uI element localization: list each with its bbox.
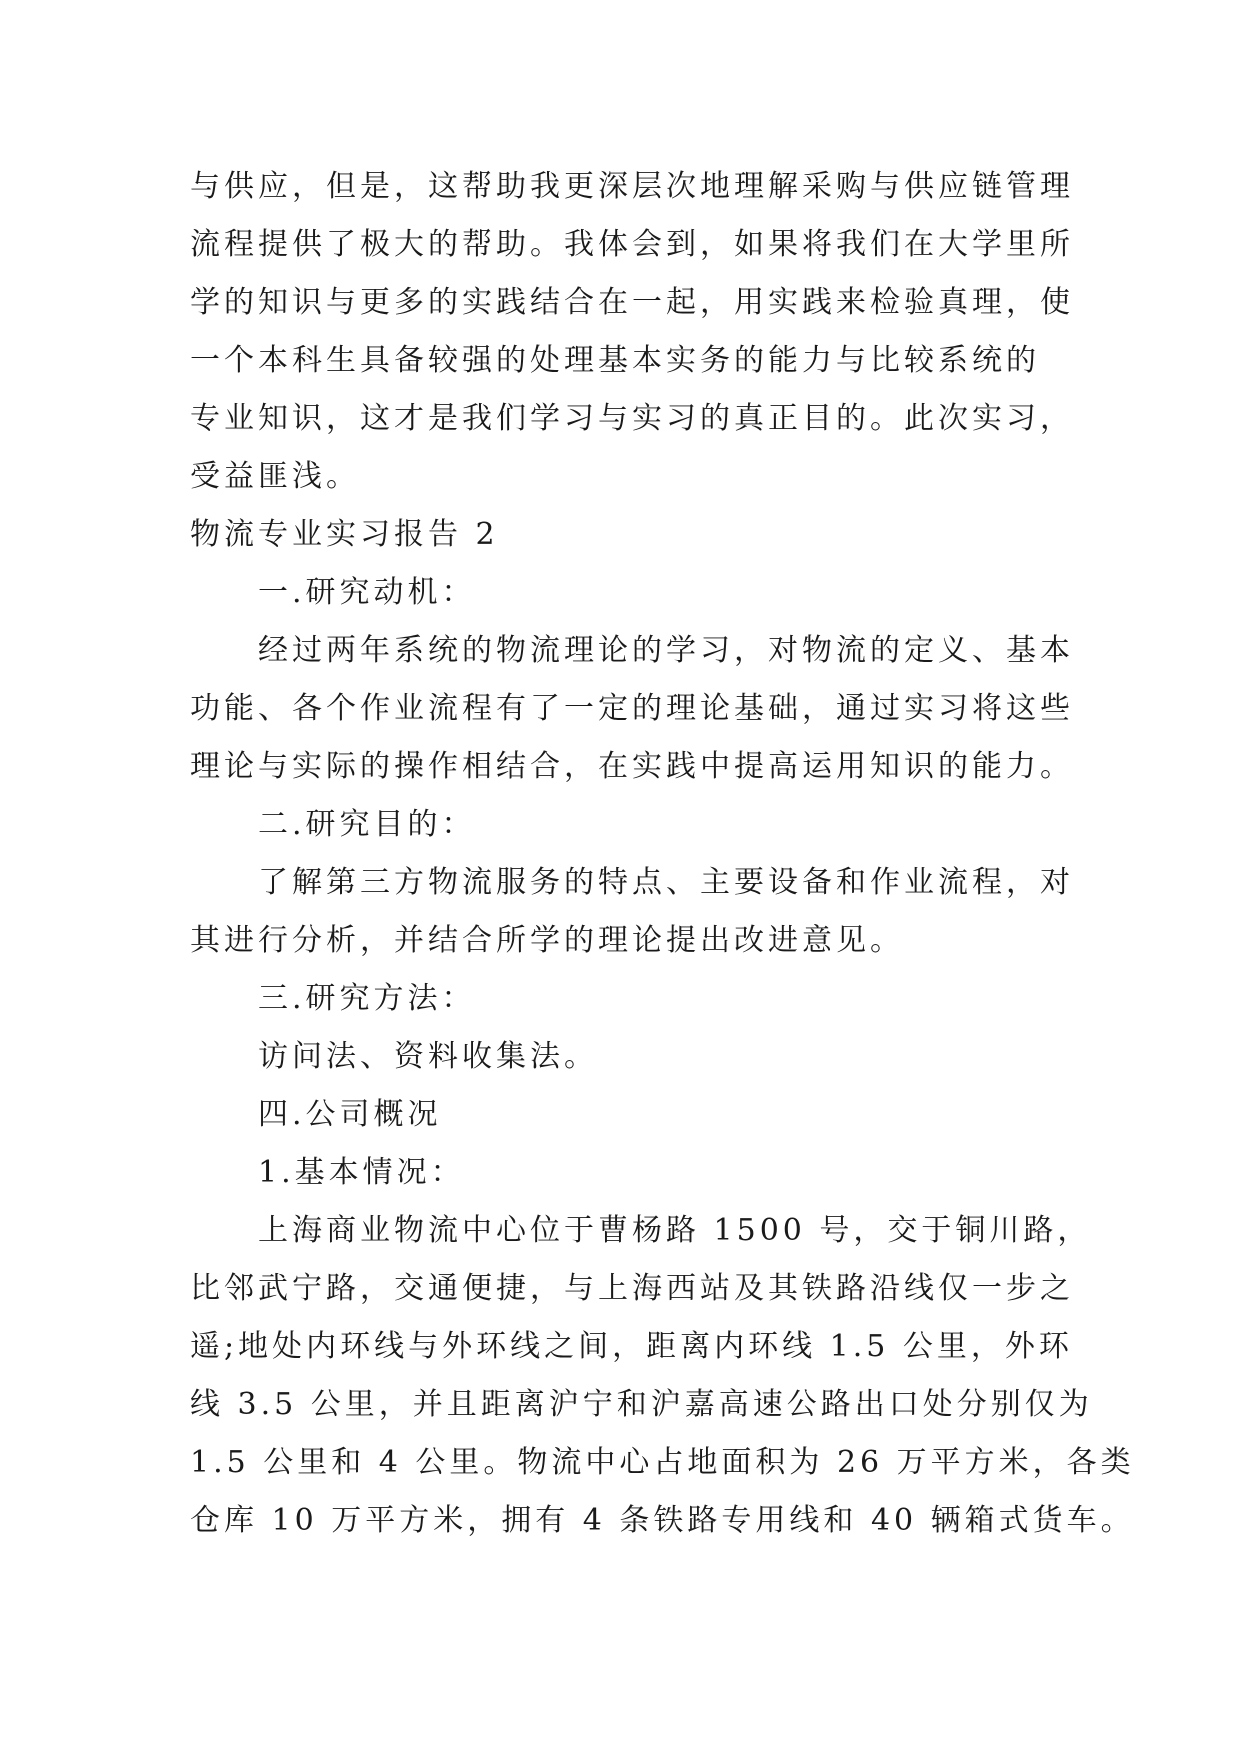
heading-research-method xyxy=(190,970,1070,1028)
text-line: 访问法、资料收集法。 xyxy=(258,1039,598,1074)
paragraph-research-purpose xyxy=(190,854,1074,970)
text-line: 与供应，但是，这帮助我更深层次地理解采购与供应链管理 xyxy=(190,169,1074,204)
document-body xyxy=(190,158,1135,1550)
text-line: 一.研究动机： xyxy=(258,575,476,610)
text-line: 受益匪浅。 xyxy=(190,459,360,494)
heading-basic-info xyxy=(190,1144,1070,1202)
text-line: 二.研究目的： xyxy=(258,807,476,842)
paragraph-research-motive xyxy=(190,622,1074,796)
text-line: 1.5 公里和 4 公里。物流中心占地面积为 26 万平方米，各类 xyxy=(190,1445,1135,1480)
paragraph-basic-info xyxy=(190,1202,1135,1550)
paragraph-conclusion xyxy=(190,158,1074,506)
text-line: 线 3.5 公里，并且距离沪宁和沪嘉高速公路出口处分别仅为 xyxy=(190,1387,1093,1422)
text-line: 了解第三方物流服务的特点、主要设备和作业流程，对 xyxy=(258,865,1074,900)
text-line: 一个本科生具备较强的处理基本实务的能力与比较系统的 xyxy=(190,343,1040,378)
text-line: 功能、各个作业流程有了一定的理论基础，通过实习将这些 xyxy=(190,691,1074,726)
text-line: 比邻武宁路，交通便捷，与上海西站及其铁路沿线仅一步之 xyxy=(190,1271,1074,1306)
heading-research-motive xyxy=(190,564,1070,622)
text-line: 学的知识与更多的实践结合在一起，用实践来检验真理，使 xyxy=(190,285,1074,320)
paragraph-research-method xyxy=(190,1028,1070,1086)
text-line: 1.基本情况： xyxy=(258,1155,465,1190)
text-line: 流程提供了极大的帮助。我体会到，如果将我们在大学里所 xyxy=(190,227,1074,262)
text-line: 理论与实际的操作相结合，在实践中提高运用知识的能力。 xyxy=(190,749,1074,784)
text-line: 三.研究方法： xyxy=(258,981,476,1016)
text-line: 遥;地处内环线与外环线之间，距离内环线 1.5 公里，外环 xyxy=(190,1329,1073,1364)
text-line: 上海商业物流中心位于曹杨路 1500 号，交于铜川路， xyxy=(258,1213,1092,1248)
text-line: 专业知识，这才是我们学习与实习的真正目的。此次实习， xyxy=(190,401,1074,436)
text-line: 物流专业实习报告 2 xyxy=(190,517,499,552)
text-line: 仓库 10 万平方米，拥有 4 条铁路专用线和 40 辆箱式货车。 xyxy=(190,1503,1135,1538)
text-line: 其进行分析，并结合所学的理论提出改进意见。 xyxy=(190,923,904,958)
heading-research-purpose xyxy=(190,796,1070,854)
heading-company-overview xyxy=(190,1086,1070,1144)
text-line: 四.公司概况 xyxy=(258,1097,442,1132)
text-line: 经过两年系统的物流理论的学习，对物流的定义、基本 xyxy=(258,633,1074,668)
report-title xyxy=(190,506,1070,564)
